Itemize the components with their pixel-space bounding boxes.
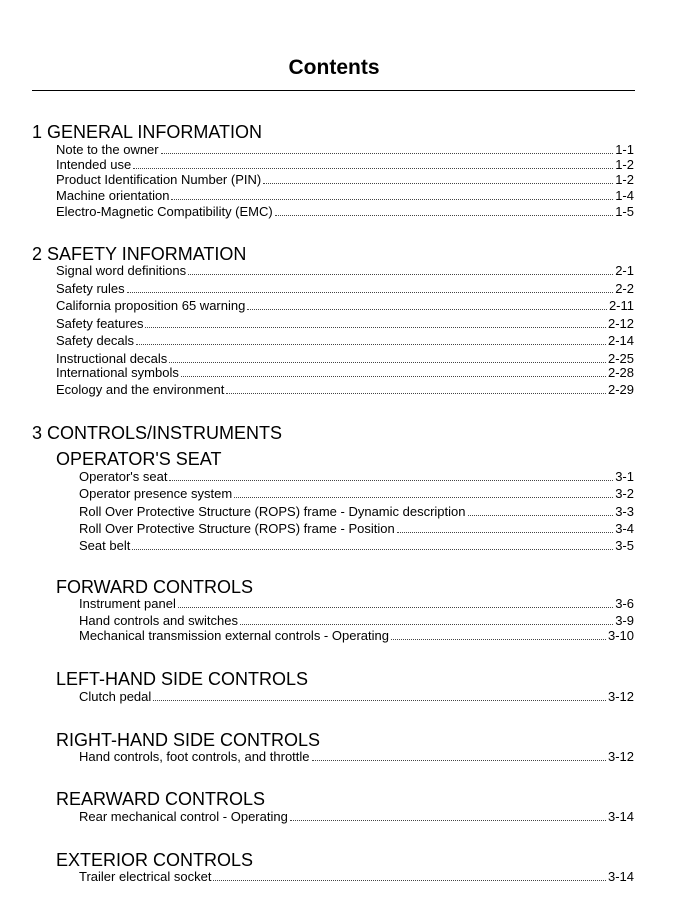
toc-entry-title: Roll Over Protective Structure (ROPS) frame - Dynamic description	[79, 504, 466, 519]
toc-entry[interactable]	[79, 808, 634, 824]
toc-entry-title: Rear mechanical control - Operating	[79, 809, 288, 824]
dot-leader	[397, 532, 614, 533]
dot-leader	[188, 274, 613, 275]
toc-entry[interactable]	[79, 485, 634, 501]
dot-leader	[275, 215, 613, 216]
toc-entry[interactable]	[56, 156, 634, 172]
section-heading[interactable]: 3 CONTROLS/INSTRUMENTS	[32, 423, 283, 443]
toc-entry[interactable]	[79, 468, 634, 484]
toc-entry-title: Clutch pedal	[79, 689, 152, 704]
toc-entry-title: Trailer electrical socket	[79, 869, 212, 884]
toc-entry[interactable]	[56, 381, 634, 397]
toc-entry-title: Instrument panel	[79, 596, 176, 611]
dot-leader	[132, 549, 613, 550]
toc-entry-page: 3-9	[615, 613, 634, 628]
toc-entry-page: 2-29	[607, 382, 634, 397]
title-divider	[32, 90, 635, 91]
toc-entry-title: Ecology and the environment	[56, 382, 225, 397]
toc-entry-title: Mechanical transmission external controls - Operating	[79, 628, 389, 643]
toc-entry-page: 3-12	[607, 749, 634, 764]
toc-entry-title: Operator's seat	[79, 469, 168, 484]
toc-entry-page: 3-1	[615, 469, 634, 484]
toc-entry-page: 1-5	[615, 204, 634, 219]
dot-leader	[226, 393, 606, 394]
toc-entry-title: Instructional decals	[56, 351, 168, 366]
toc-entry[interactable]	[56, 187, 634, 203]
toc-entry-page: 3-10	[607, 628, 634, 643]
toc-entry-title: Safety features	[56, 316, 144, 331]
dot-leader	[133, 168, 613, 169]
dot-leader	[240, 624, 613, 625]
toc-entry-title: Roll Over Protective Structure (ROPS) frame - Position	[79, 521, 395, 536]
dot-leader	[178, 607, 613, 608]
dot-leader	[169, 362, 606, 363]
dot-leader	[263, 183, 613, 184]
toc-entry[interactable]	[56, 280, 634, 296]
toc-entry-page: 2-28	[607, 365, 634, 380]
toc-entry-title: Product Identification Number (PIN)	[56, 172, 262, 187]
toc-entry-page: 2-11	[608, 298, 634, 313]
toc-entry[interactable]	[56, 364, 634, 380]
dot-leader	[234, 497, 613, 498]
dot-leader	[312, 760, 606, 761]
toc-entry-page: 1-2	[615, 172, 634, 187]
dot-leader	[169, 480, 613, 481]
subsection-heading[interactable]: OPERATOR'S SEAT	[56, 449, 222, 469]
dot-leader	[181, 376, 606, 377]
dot-leader	[161, 153, 614, 154]
subsection-heading[interactable]: FORWARD CONTROLS	[56, 577, 254, 597]
subsection-heading[interactable]: RIGHT-HAND SIDE CONTROLS	[56, 730, 321, 750]
toc-entry[interactable]	[56, 171, 634, 187]
toc-entry-page: 2-1	[615, 263, 634, 278]
toc-entry-title: Safety decals	[56, 333, 135, 348]
dot-leader	[247, 309, 607, 310]
toc-entry[interactable]	[79, 868, 634, 884]
toc-entry-page: 3-3	[615, 504, 634, 519]
toc-entry-page: 3-2	[615, 486, 634, 501]
dot-leader	[213, 880, 606, 881]
toc-entry-page: 3-5	[615, 538, 634, 553]
toc-entry[interactable]	[79, 503, 634, 519]
subsection-heading[interactable]: REARWARD CONTROLS	[56, 789, 266, 809]
toc-entry-page: 3-12	[607, 689, 634, 704]
toc-entry-title: Hand controls, foot controls, and throttle	[79, 749, 310, 764]
toc-entry-page: 3-14	[607, 869, 634, 884]
toc-entry[interactable]	[79, 537, 634, 553]
dot-leader	[153, 700, 606, 701]
dot-leader	[127, 292, 614, 293]
toc-entry-title: Intended use	[56, 157, 132, 172]
toc-entry[interactable]	[79, 748, 634, 764]
toc-entry-page: 2-12	[607, 316, 634, 331]
toc-entry-title: Signal word definitions	[56, 263, 187, 278]
section-heading[interactable]: 2 SAFETY INFORMATION	[32, 244, 247, 264]
toc-entry[interactable]	[56, 315, 634, 331]
toc-entry-page: 2-2	[615, 281, 634, 296]
toc-entry-page: 3-4	[615, 521, 634, 536]
dot-leader	[290, 820, 606, 821]
toc-entry-title: Operator presence system	[79, 486, 233, 501]
toc-entry-title: Note to the owner	[56, 142, 159, 157]
dot-leader	[468, 515, 614, 516]
page-title: Contents	[288, 56, 380, 79]
toc-entry-title: Machine orientation	[56, 188, 170, 203]
toc-entry[interactable]	[79, 688, 634, 704]
toc-entry-page: 3-14	[607, 809, 634, 824]
toc-entry[interactable]	[79, 595, 634, 611]
toc-entry[interactable]	[79, 612, 634, 628]
subsection-heading[interactable]: LEFT-HAND SIDE CONTROLS	[56, 669, 309, 689]
toc-entry-page: 2-14	[607, 333, 634, 348]
toc-entry-title: California proposition 65 warning	[56, 298, 246, 313]
toc-entry-page: 1-1	[615, 142, 634, 157]
toc-entry-title: Electro-Magnetic Compatibility (EMC)	[56, 204, 273, 219]
dot-leader	[391, 639, 606, 640]
toc-entry[interactable]	[79, 520, 634, 536]
toc-entry-page: 1-2	[615, 157, 634, 172]
section-heading[interactable]: 1 GENERAL INFORMATION	[32, 122, 263, 142]
dot-leader	[136, 344, 606, 345]
toc-entry-page: 1-4	[615, 188, 634, 203]
toc-entry[interactable]	[56, 141, 634, 157]
toc-entry-page: 2-25	[607, 351, 634, 366]
toc-entry[interactable]	[56, 332, 634, 348]
toc-entry[interactable]	[79, 627, 634, 643]
subsection-heading[interactable]: EXTERIOR CONTROLS	[56, 850, 254, 870]
toc-entry-title: Seat belt	[79, 538, 131, 553]
toc-entry-title: Safety rules	[56, 281, 125, 296]
toc-entry[interactable]	[56, 262, 634, 278]
toc-entry[interactable]	[56, 297, 634, 313]
toc-entry[interactable]	[56, 203, 634, 219]
toc-entry-page: 3-6	[615, 596, 634, 611]
dot-leader	[171, 199, 613, 200]
toc-entry-title: Hand controls and switches	[79, 613, 238, 628]
dot-leader	[145, 327, 606, 328]
toc-entry-title: International symbols	[56, 365, 179, 380]
